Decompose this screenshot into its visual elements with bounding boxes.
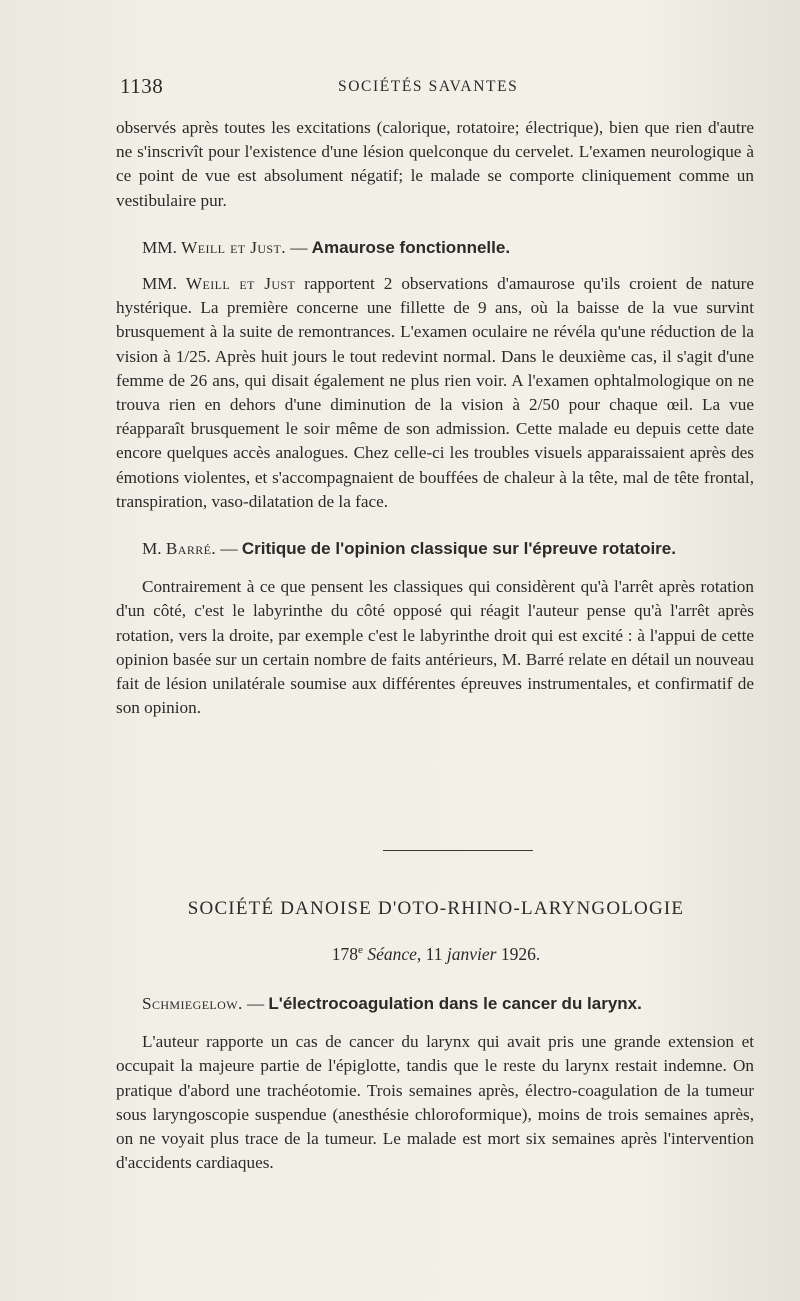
section-body-text: rapportent 2 observations d'amaurose qu'ils croient de nature hystérique. La première concerne une fillette de 9 ans, où la baisse de la vue survint brusquement à la suite de remontrances. L'examen oculaire ne révéla qu'une réduction de la vision à 1/25. Après huit jours le tout redevint normal. Dans le deuxième cas, il s'agit d'une femme de 26 ans, qui disait également ne plus rien voir. A l'examen ophtalmologique on ne trouva rien en dehors d'une diminution de la vision à 2/50 pour chaque œil. La vue réapparaît brusquement le soir même de son admission. Cette malade eu depuis cette date encore quelques accès analogues. Chez celle-ci les troubles visuels apparaissaient après des émotions violentes, et s'accompagnaient de bouffées de chaleur à la tête, mal de tête frontal, transpiration, vaso-dilatation de la face. [116, 274, 754, 511]
heading-dash: — [242, 994, 269, 1013]
seance-line [116, 944, 756, 965]
seance-year: 1926. [496, 944, 541, 964]
seance-month: janvier [446, 944, 497, 964]
seance-number: 178 [331, 944, 359, 964]
body-lead-authors: Weill et Just [185, 274, 296, 294]
section-body-rotatoire: Contrairement à ce que pensent les classiques qui considèrent qu'à l'arrêt après rotation d'un côté, c'est le labyrinthe du côté opposé qui réagit l'auteur pense qu'à l'arrêt après rotation, vers la droite, par exemple c'est le labyrinthe droit qui est excité : à l'appui de cette opinion basée sur un certain nombre de faits antérieurs, M. Barré relate en détail un nouveau fait de lésion unilatérale soumise aux différentes épreuves instrumentales, et confirmatif de son opinion. [116, 577, 754, 718]
author-name: Schmiegelow. [142, 994, 243, 1013]
author-prefix: M. [142, 539, 162, 559]
body-lead-prefix: MM. [142, 274, 177, 294]
section-title: L'électrocoagulation dans le cancer du larynx. [268, 994, 642, 1013]
section-heading-amaurose [116, 236, 754, 260]
authors-prefix: MM. [142, 237, 177, 257]
text-column [116, 116, 754, 720]
seance-word: Séance [367, 944, 417, 964]
page-header [116, 74, 756, 102]
section-heading-rotatoire [116, 537, 754, 561]
section-divider-rule [383, 850, 533, 851]
intro-paragraph: observés après toutes les excitations (calorique, rotatoire; électrique), bien que rien d'autre ne s'inscrivît pour l'existence d'une lésion quelconque du cervelet. L'examen neurologique à ce point de vue est absolument négatif; le malade se comporte cliniquement comme un vestibulaire pur. [116, 118, 754, 210]
section-title: Amaurose fonctionnelle. [311, 237, 511, 257]
seance-ordinal: e [358, 944, 363, 957]
running-head: SOCIÉTÉS SAVANTES [338, 78, 519, 95]
seance-date: , 11 [416, 944, 447, 964]
text-column-lower [116, 992, 754, 1175]
section-heading-larynx [116, 992, 754, 1016]
page-number: 1138 [120, 74, 164, 98]
heading-dash: — [216, 539, 242, 559]
heading-dash: — [285, 237, 312, 257]
section-title: Critique de l'opinion classique sur l'épreuve rotatoire. [241, 539, 676, 559]
section-body-amaurose [116, 272, 754, 514]
section-body-larynx: L'auteur rapporte un cas de cancer du larynx qui avait pris une grande extension et occupait la majeure partie de l'épiglotte, tandis que le reste du larynx restait indemne. On pratique d'abord une trachéotomie. Trois semaines après, électro-coagulation de la tumeur sous laryngoscopie suspendue (anesthésie chloroformique), moins de trois semaines après, on ne voyait plus trace de la tumeur. Le malade est mort six semaines après l'intervention d'accidents cardiaques. [116, 1032, 754, 1173]
authors-names: Weill et Just. [181, 237, 286, 257]
author-name: Barré. [165, 539, 217, 559]
society-title: SOCIÉTÉ DANOISE D'OTO-RHINO-LARYNGOLOGIE [187, 898, 685, 919]
